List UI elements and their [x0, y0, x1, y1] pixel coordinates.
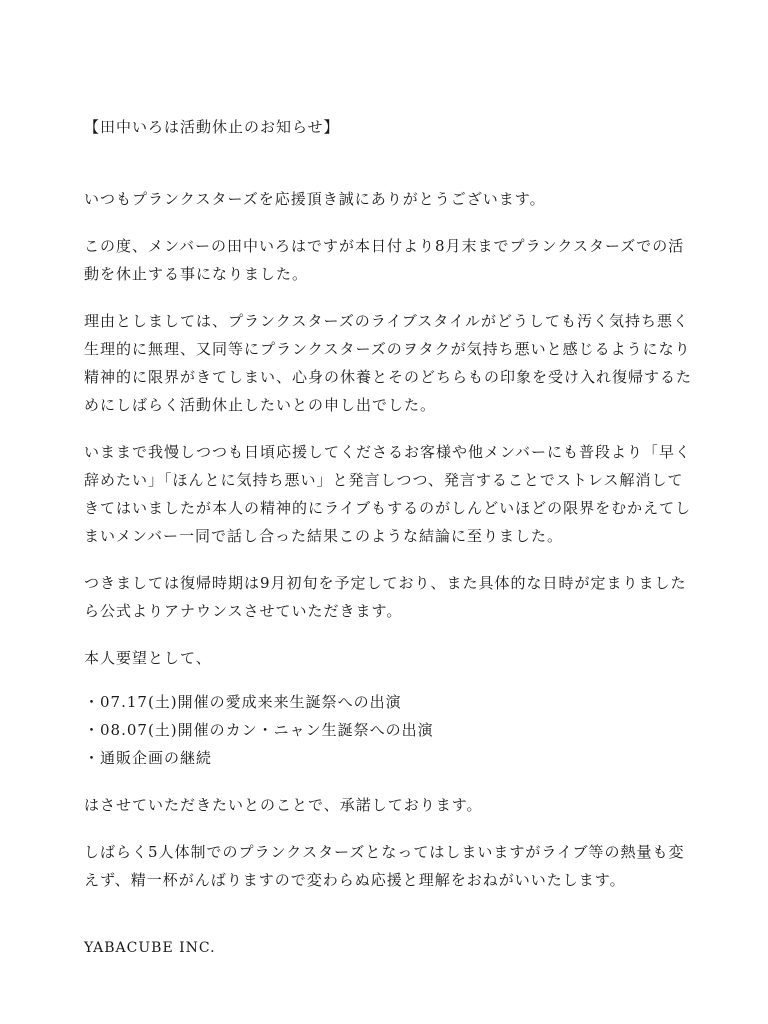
background-paragraph — [84, 438, 704, 550]
list-item: ・08.07(土)開催のカン・ニャン生誕祭への出演 — [84, 721, 434, 739]
text-line: いままで我慢しつつも日頃応援してくださるお客様や他メンバーにも普段より「早く — [84, 443, 691, 461]
text-line: ら公式よりアナウンスさせていただきます。 — [84, 602, 403, 620]
announcement-paragraph — [84, 232, 704, 288]
text-line: この度、メンバーの田中いろはですが本日付より8月末までプランクスターズでの活 — [84, 237, 685, 255]
text-line: 辞めたい」「ほんとに気持ち悪い」と発言しつつ、発言することでストレス解消して — [84, 471, 684, 489]
text-line: めにしばらく活動休止したいとの申し出でした。 — [84, 396, 437, 414]
text-line: まいメンバー一同で話し合った結果このような結論に至りました。 — [84, 527, 563, 545]
text-line: 動を休止する事になりました。 — [84, 265, 309, 283]
closing-paragraph — [84, 838, 704, 894]
notice-title: 【田中いろは活動休止のお知らせ】 — [84, 118, 340, 136]
text-line: はさせていただきたいとのことで、承諾しております。 — [84, 796, 483, 814]
request-list — [84, 688, 704, 772]
text-line: しばらく5人体制でのプランクスターズとなってはしまいますがライブ等の熱量も変 — [84, 843, 685, 861]
list-item: ・通販企画の継続 — [84, 749, 213, 767]
return-schedule-paragraph — [84, 569, 704, 625]
text-line: えず、精一杯がんばりますので変わらぬ応援と理解をおねがいいたします。 — [84, 871, 626, 889]
request-intro-paragraph — [84, 644, 704, 672]
text-line: 理由としましては、プランクスターズのライブスタイルがどうしても汚く気持ち悪く — [84, 312, 690, 330]
text-line: 本人要望として、 — [84, 649, 212, 667]
text-line: つきましては復帰時期は9月初旬を予定しており、また具体的な日時が定まりました — [84, 574, 687, 592]
text-line: きてはいましたが本人の精神的にライブもするのがしんどいほどの限界をむかえてし — [84, 499, 692, 517]
reason-paragraph — [84, 307, 704, 419]
acceptance-paragraph — [84, 791, 704, 819]
list-item: ・07.17(土)開催の愛成来来生誕祭への出演 — [84, 693, 402, 711]
greeting-paragraph — [84, 185, 704, 213]
text-line: 精神的に限界がきてしまい、心身の休養とそのどちらもの印象を受け入れ復帰するた — [84, 368, 693, 386]
notice-document — [84, 113, 704, 962]
text-line: いつもプランクスターズを応援頂き誠にありがとうございます。 — [84, 190, 546, 208]
text-line: 生理的に無理、又同等にプランクスターズのヲタクが気持ち悪いと感じるようになり — [84, 340, 691, 358]
company-signature: YABACUBE INC. — [84, 940, 216, 956]
